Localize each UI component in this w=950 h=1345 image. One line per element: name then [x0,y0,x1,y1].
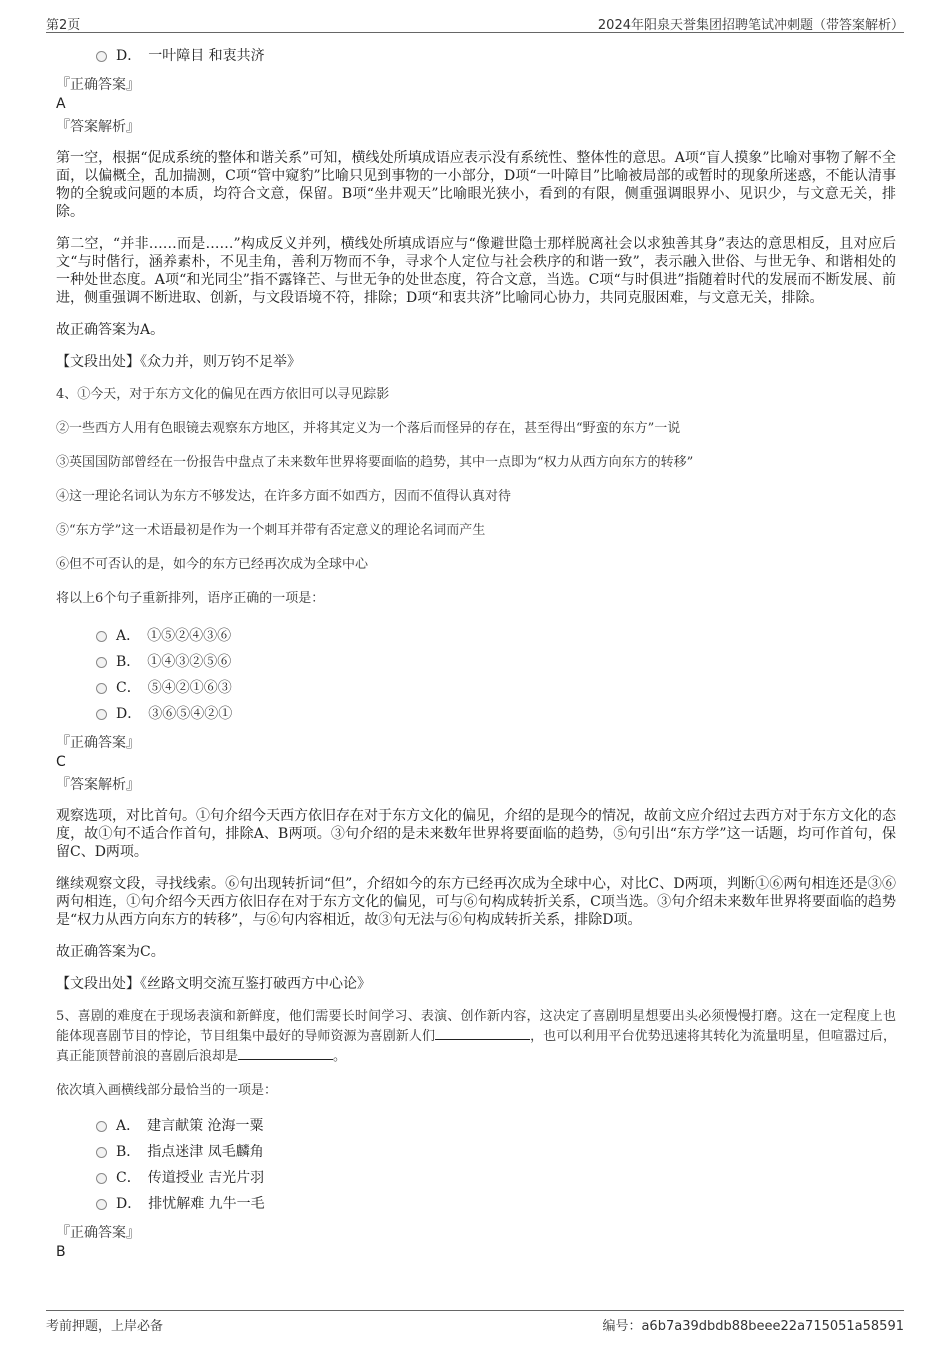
q5-option-d[interactable] [56,1191,896,1217]
sentence-3: ③英国国防部曾经在一份报告中盘点了未来数年世界将要面临的趋势，其中一点即为“权力从西方向东方的转移” [56,455,694,470]
option-label: B． ①④③②⑤⑥ [116,654,232,670]
document-id: 编号：a6b7a39dbdb88beee22a715051a58591 [602,1319,904,1334]
option-label: D． 排忧解难 九牛一毛 [116,1196,265,1212]
stem-text: 5、喜剧的难度在于现场表演和新鲜度，他们需要长时间学习、表演、创作新内容，这决定了喜剧明星想要出头必须慢慢打磨。这在一定程度上也能体现喜剧节目的悖论，节目组集中最好的导师资源为喜剧新人们 [56,1009,896,1044]
radio-icon[interactable] [96,1121,107,1132]
stem-text: ，也可以利用平台优势迅速将其转化为流量明星，但喧嚣过后，真正能顶替前浪的喜剧后浪却是 [56,1029,896,1064]
footer-slogan: 考前押题，上岸必备 [46,1319,164,1334]
conclusion: 故正确答案为C。 [56,944,165,960]
radio-icon[interactable] [96,51,107,62]
answer-label: 『正确答案』 [56,1225,140,1241]
sentence-1: 4、①今天，对于东方文化的偏见在西方依旧可以寻见踪影 [56,387,390,402]
q5-option-a[interactable] [56,1113,896,1139]
radio-icon[interactable] [96,1147,107,1158]
q5-option-c[interactable] [56,1165,896,1191]
fill-blank [435,1027,530,1040]
sentence-5: ⑤“东方学”这一术语最初是作为一个刺耳并带有否定意义的理论名词而产生 [56,523,486,538]
option-label: C． ⑤④②①⑥③ [116,680,232,696]
analysis-paragraph: 观察选项，对比首句。①句介绍今天西方依旧存在对于东方文化的偏见，介绍的是现今的情况，故前文应介绍过去西方对于东方文化的态度，故①句不适合作首句，排除A、B两项。③句介绍的是未来数年世界将要面临的趋势，⑤句引出“东方学”这一话题，均可作首句，保留C、D两项。 [56,808,896,860]
answer-value: C [56,754,66,770]
page-number: 第2页 [46,18,81,33]
option-label: B． 指点迷津 凤毛麟角 [116,1144,264,1160]
sentence-6: ⑥但不可否认的是，如今的东方已经再次成为全球中心 [56,557,369,572]
page-content [56,40,896,1261]
page-header [46,12,904,33]
q4-option-b[interactable] [56,649,896,675]
answer-label: 『正确答案』 [56,77,140,93]
q4-option-c[interactable] [56,675,896,701]
option-label: A． ①⑤②④③⑥ [116,628,232,644]
fill-blank [238,1047,333,1060]
radio-icon[interactable] [96,657,107,668]
answer-value: B [56,1244,66,1260]
sentence-2: ②一些西方人用有色眼镜去观察东方地区，并将其定义为一个落后而怪异的存在，甚至得出“野蛮的东方”一说 [56,421,681,436]
answer-value: A [56,96,66,112]
conclusion: 故正确答案为A。 [56,322,165,338]
q5-option-b[interactable] [56,1139,896,1165]
option-label: D． 一叶障目 和衷共济 [116,48,265,64]
radio-icon[interactable] [96,1173,107,1184]
radio-icon[interactable] [96,631,107,642]
analysis-paragraph: 第一空，根据“促成系统的整体和谐关系”可知，横线处所填成语应表示没有系统性、整体性的意思。A项“盲人摸象”比喻对事物了解不全面，以偏概全，乱加揣测，C项“管中窥豹”比喻只见到事物的一小部分，D项“一叶障目”比喻被局部的或暂时的现象所迷惑，不能认清事物的全貌或问题的本质，均符合文意，保留。B项“坐井观天”比喻眼光狭小，看到的有限，侧重强调眼界小、见识少，与文意无关，排除。 [56,150,896,220]
option-label: A． 建言献策 沧海一粟 [116,1118,264,1134]
q3-option-d[interactable] [56,43,896,69]
analysis-paragraph: 继续观察文段，寻找线索。⑥句出现转折词“但”，介绍如今的东方已经再次成为全球中心，对比C、D两项，判断①⑥两句相连还是③⑥两句相连，①句介绍今天西方依旧存在对于东方文化的偏见，可与⑥句构成转折关系，C项当选。③句介绍未来数年世界将要面临的趋势是“权力从西方向东方的转移”，与⑥句内容相近，故③句无法与⑥句构成转折关系，排除D项。 [56,876,896,928]
option-label: C． 传道授业 吉光片羽 [116,1170,265,1186]
document-title: 2024年阳泉天誉集团招聘笔试冲刺题（带答案解析） [597,18,904,33]
analysis-paragraph: 第二空，“并非……而是……”构成反义并列，横线处所填成语应与“像避世隐士那样脱离社会以求独善其身”表达的意思相反，且对应后文“与时偕行，涵养素朴，不见圭角，善利万物而不争，寻求个人定位与社会秩序的和谐一致”，表示融入世俗、与世无争、和谐相处的一种处世态度。A项“和光同尘”指不露锋芒、与世无争的处世态度，符合文意，当选。C项“与时俱进”指随着时代的发展而不断发展、前进，侧重强调不断进取、创新，与文段语境不符，排除；D项“和衷共济”比喻同心协力，共同克服困难，与文意无关，排除。 [56,236,896,306]
analysis-label: 『答案解析』 [56,119,140,135]
source-citation: 【文段出处】《众力并，则万钧不足举》 [56,354,301,370]
radio-icon[interactable] [96,709,107,720]
question-stem [56,1007,896,1067]
stem-text: 。 [333,1049,347,1064]
analysis-label: 『答案解析』 [56,777,140,793]
question-prompt: 将以上6个句子重新排列，语序正确的一项是： [56,591,325,606]
page-footer [46,1310,904,1334]
source-citation: 【文段出处】《丝路文明交流互鉴打破西方中心论》 [56,976,371,992]
q4-option-a[interactable] [56,623,896,649]
option-label: D． ③⑥⑤④②① [116,706,233,722]
q4-option-d[interactable] [56,701,896,727]
radio-icon[interactable] [96,683,107,694]
radio-icon[interactable] [96,1199,107,1210]
sentence-4: ④这一理论名词认为东方不够发达，在许多方面不如西方，因而不值得认真对待 [56,489,512,504]
question-prompt: 依次填入画横线部分最恰当的一项是： [56,1083,278,1098]
answer-label: 『正确答案』 [56,735,140,751]
